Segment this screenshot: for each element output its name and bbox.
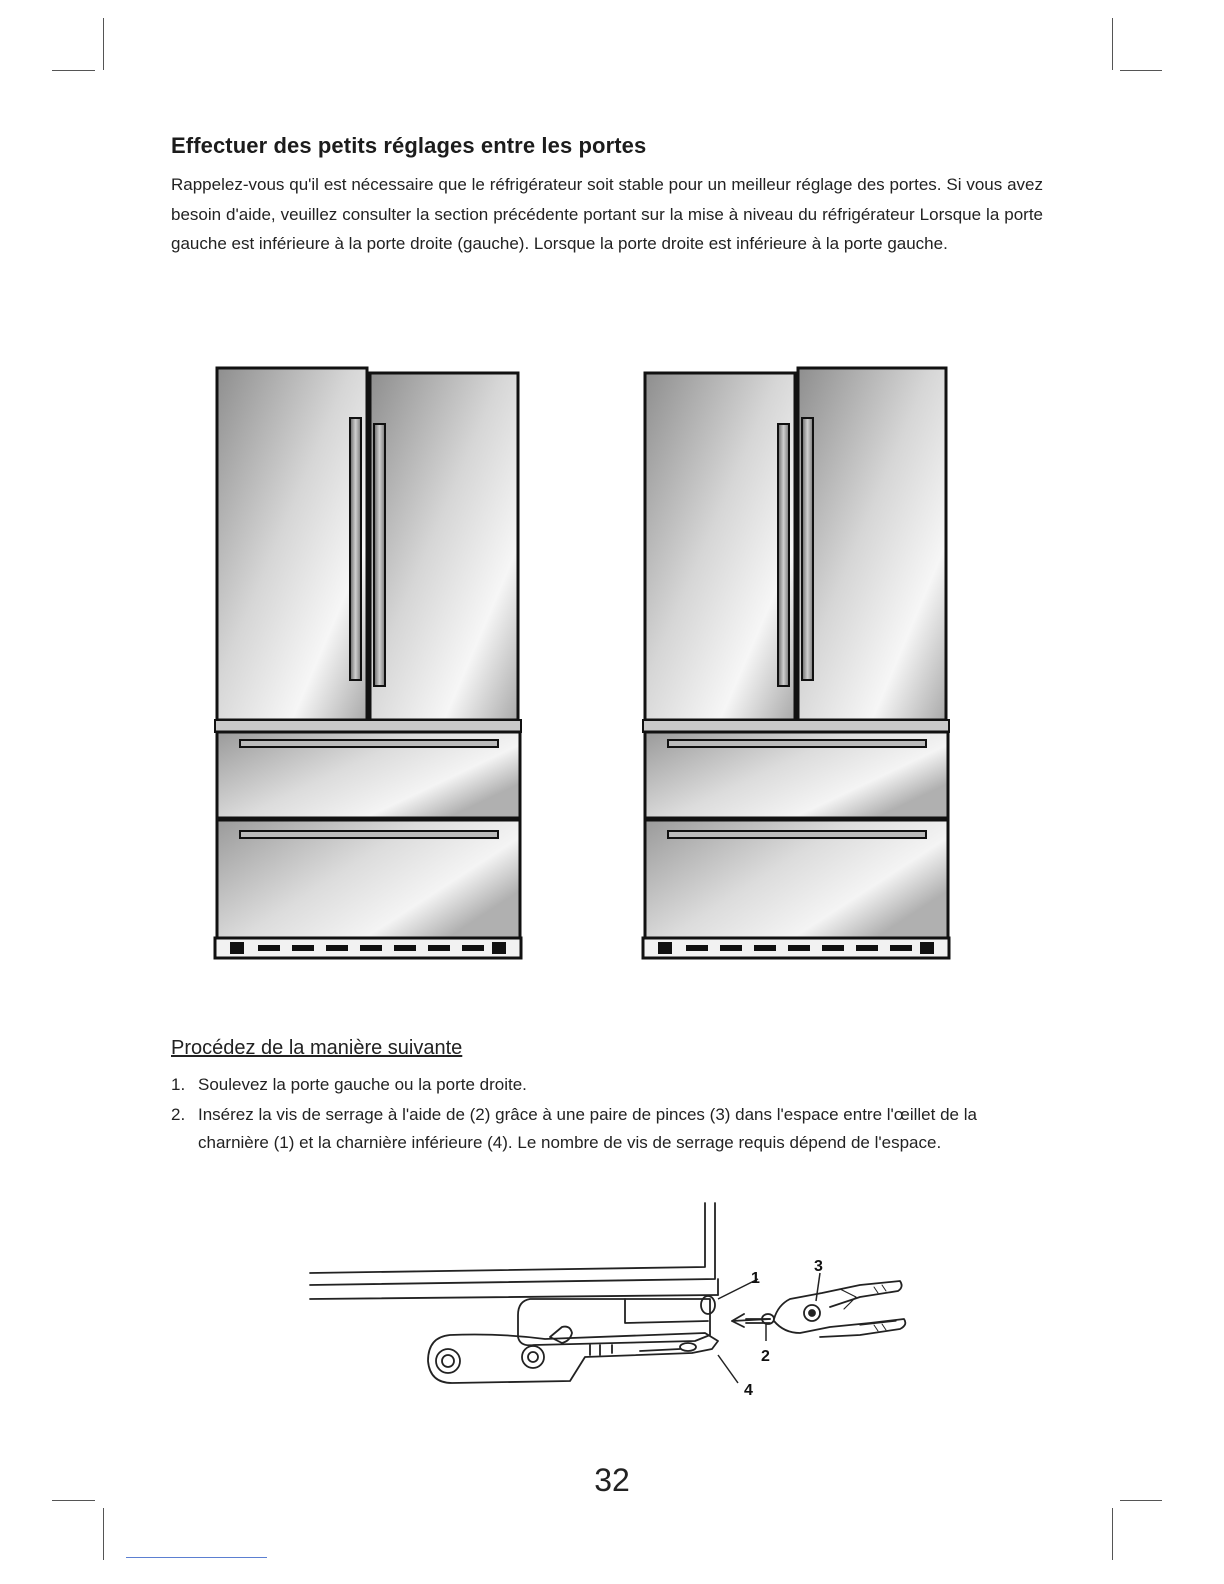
- list-item: [171, 1071, 1051, 1099]
- step-text: Insérez la vis de serrage à l'aide de (2) grâce à une paire de pinces (3) dans l'espace entre l'œillet de la charnière (1) et la charnière inférieure (4). Le nombre de vis de serrage requis dépend de l'espace.: [198, 1105, 977, 1152]
- divider: [126, 1557, 267, 1558]
- crop-mark: [1120, 70, 1162, 71]
- crop-mark: [1112, 1508, 1113, 1560]
- procedure-steps: [171, 1071, 1051, 1159]
- callout-label: 1: [751, 1270, 760, 1287]
- intro-paragraph: Rappelez-vous qu'il est nécessaire que le réfrigérateur soit stable pour un meilleur réglage des portes. Si vous avez besoin d'aide, veuillez consulter la section précédente portant sur la mise à niveau du réfrigérateur Lorsque la porte gauche est inférieure à la porte droite (gauche). Lorsque la porte droite est inférieure à la porte gauche.: [171, 175, 1043, 253]
- crop-mark: [52, 1500, 95, 1501]
- callout-label: 2: [761, 1348, 770, 1365]
- fridge-right-door-lower: [643, 368, 949, 958]
- refrigerators-illustration: [200, 358, 970, 970]
- step-text: Soulevez la porte gauche ou la porte droite.: [198, 1075, 527, 1094]
- page-number: 32: [594, 1462, 630, 1498]
- procedure-title: Procédez de la manière suivante: [171, 1037, 463, 1059]
- callout-label: 4: [744, 1382, 753, 1399]
- crop-mark: [1120, 1500, 1162, 1501]
- step-number: 2.: [171, 1105, 186, 1124]
- list-item: [171, 1101, 1051, 1157]
- fridge-left-door-lower: [215, 368, 521, 958]
- section-title: Effectuer des petits réglages entre les portes: [171, 133, 647, 158]
- crop-mark: [1112, 18, 1113, 70]
- callout-label: 3: [814, 1258, 823, 1275]
- crop-mark: [103, 1508, 104, 1560]
- hinge-shim-illustration: [300, 1195, 920, 1405]
- step-number: 1.: [171, 1075, 186, 1094]
- crop-mark: [103, 18, 104, 70]
- crop-mark: [52, 70, 95, 71]
